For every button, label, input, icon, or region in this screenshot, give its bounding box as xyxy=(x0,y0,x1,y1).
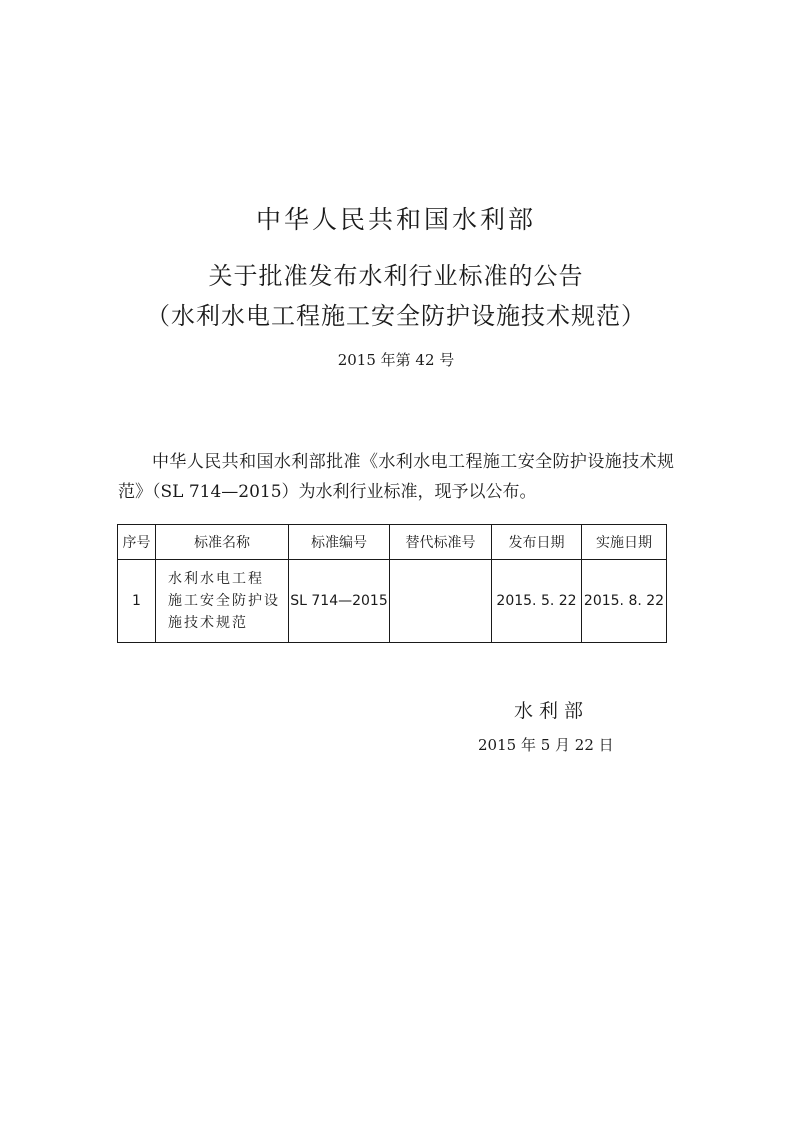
signature-date: 2015 年 5 月 22 日 xyxy=(478,736,614,754)
announcement-body: 中华人民共和国水利部批准《水利水电工程施工安全防护设施技术规范》（SL 714—2015）为水利行业标准，现予以公布。 xyxy=(118,452,674,502)
column-header-replaces: 替代标准号 xyxy=(390,525,492,560)
standard-name-line: 施技术规范 xyxy=(168,615,248,631)
cell-standard-code: SL 714—2015 xyxy=(289,560,390,643)
cell-effective-date: 2015. 8. 22 xyxy=(582,560,667,643)
cell-replaces xyxy=(390,560,492,643)
ministry-title: 中华人民共和国水利部 xyxy=(255,205,536,234)
column-header-effective-date: 实施日期 xyxy=(582,525,667,560)
cell-index: 1 xyxy=(118,560,156,643)
announcement-title: 关于批准发布水利行业标准的公告 xyxy=(208,262,584,290)
cell-publish-date: 2015. 5. 22 xyxy=(492,560,582,643)
announcement-number: 2015 年第 42 号 xyxy=(337,351,455,369)
issuer-signature: 水利部 xyxy=(514,700,590,722)
announcement-subtitle: （水利水电工程施工安全防护设施技术规范） xyxy=(146,302,646,330)
table-row xyxy=(118,560,667,643)
table-header-row xyxy=(118,525,667,560)
column-header-name: 标准名称 xyxy=(156,525,289,560)
column-header-publish-date: 发布日期 xyxy=(492,525,582,560)
standards-table xyxy=(117,524,667,643)
column-header-index: 序号 xyxy=(118,525,156,560)
column-header-code: 标准编号 xyxy=(289,525,390,560)
cell-standard-name xyxy=(156,560,289,643)
standard-name-line: 施工安全防护设 xyxy=(168,593,280,609)
standard-name-line: 水利水电工程 xyxy=(168,571,264,587)
